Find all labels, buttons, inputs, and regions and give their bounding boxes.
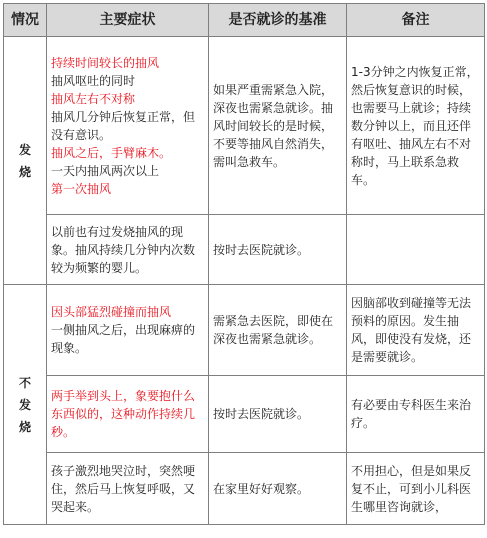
table-row — [4, 215, 485, 285]
header-row — [4, 4, 485, 37]
group-fever-char: 烧 — [18, 164, 31, 179]
header-situation: 情况 — [4, 4, 47, 37]
group-fever — [4, 37, 47, 285]
notes-cell — [347, 215, 485, 285]
criteria-cell: 按时去医院就诊。 — [209, 215, 347, 285]
header-criteria: 是否就诊的基准 — [209, 4, 347, 37]
group-no-fever-char: 不 — [18, 375, 31, 390]
symptoms-cell — [47, 285, 209, 376]
symptom-line: 抽风之后，手臂麻木。 — [51, 145, 172, 160]
symptom-line: 一侧抽风之后，出现麻痹的现象。 — [51, 323, 196, 355]
notes-cell: 不用担心，但是如果反复不止，可到小儿科医生哪里咨询就诊， — [347, 453, 485, 525]
group-no-fever-char: 烧 — [18, 419, 31, 434]
criteria-cell: 如果严重需紧急入院，深夜也需紧急就诊。抽风时间较长的是时候，不要等抽风自然消失，需叫急救车。 — [209, 37, 347, 215]
table-row — [4, 376, 485, 453]
symptom-line: 一天内抽风两次以上 — [51, 163, 160, 178]
symptom-line: 第一次抽风 — [51, 181, 112, 196]
criteria-cell: 按时去医院就诊。 — [209, 376, 347, 453]
notes-cell: 1-3分钟之内恢复正常，然后恢复意识的时候，也需要马上就诊；持续数分钟以上，而且还伴有呕吐、抽风左右不对称时，马上联系急救车。 — [347, 37, 485, 215]
group-no-fever-char: 发 — [18, 397, 31, 412]
table-row — [4, 285, 485, 376]
group-no-fever — [4, 285, 47, 525]
symptom-line: 因头部猛烈碰撞而抽风 — [51, 305, 172, 319]
symptoms-cell — [47, 453, 209, 525]
header-notes: 备注 — [347, 4, 485, 37]
table-row — [4, 37, 485, 215]
symptom-line: 两手举到头上，象要抱什么东西似的，这种动作持续几秒。 — [51, 389, 196, 439]
symptom-line: 以前也有过发烧抽风的现象。抽风持续几分钟内次数较为频繁的婴儿。 — [51, 224, 196, 275]
group-fever-char: 发 — [18, 142, 31, 157]
criteria-cell: 在家里好好观察。 — [209, 453, 347, 525]
symptom-line: 抽风呕吐的同时 — [51, 73, 136, 88]
table-row — [4, 453, 485, 525]
symptom-line: 持续时间较长的抽风 — [51, 55, 160, 70]
symptoms-cell — [47, 37, 209, 215]
symptoms-cell — [47, 215, 209, 285]
symptom-table — [3, 3, 485, 525]
symptom-line: 抽风左右不对称 — [51, 91, 136, 106]
notes-cell: 因脑部收到碰撞等无法预料的原因。发生抽风，即使没有发烧，还是需要就诊。 — [347, 285, 485, 376]
notes-cell: 有必要由专科医生来治疗。 — [347, 376, 485, 453]
symptom-line: 孩子激烈地哭泣时，突然哽住，然后马上恢复呼吸，又哭起来。 — [51, 463, 196, 514]
criteria-cell: 需紧急去医院，即使在深夜也需紧急就诊。 — [209, 285, 347, 376]
symptom-line: 抽风几分钟后恢复正常，但没有意识。 — [51, 109, 196, 142]
header-symptoms: 主要症状 — [47, 4, 209, 37]
symptoms-cell — [47, 376, 209, 453]
